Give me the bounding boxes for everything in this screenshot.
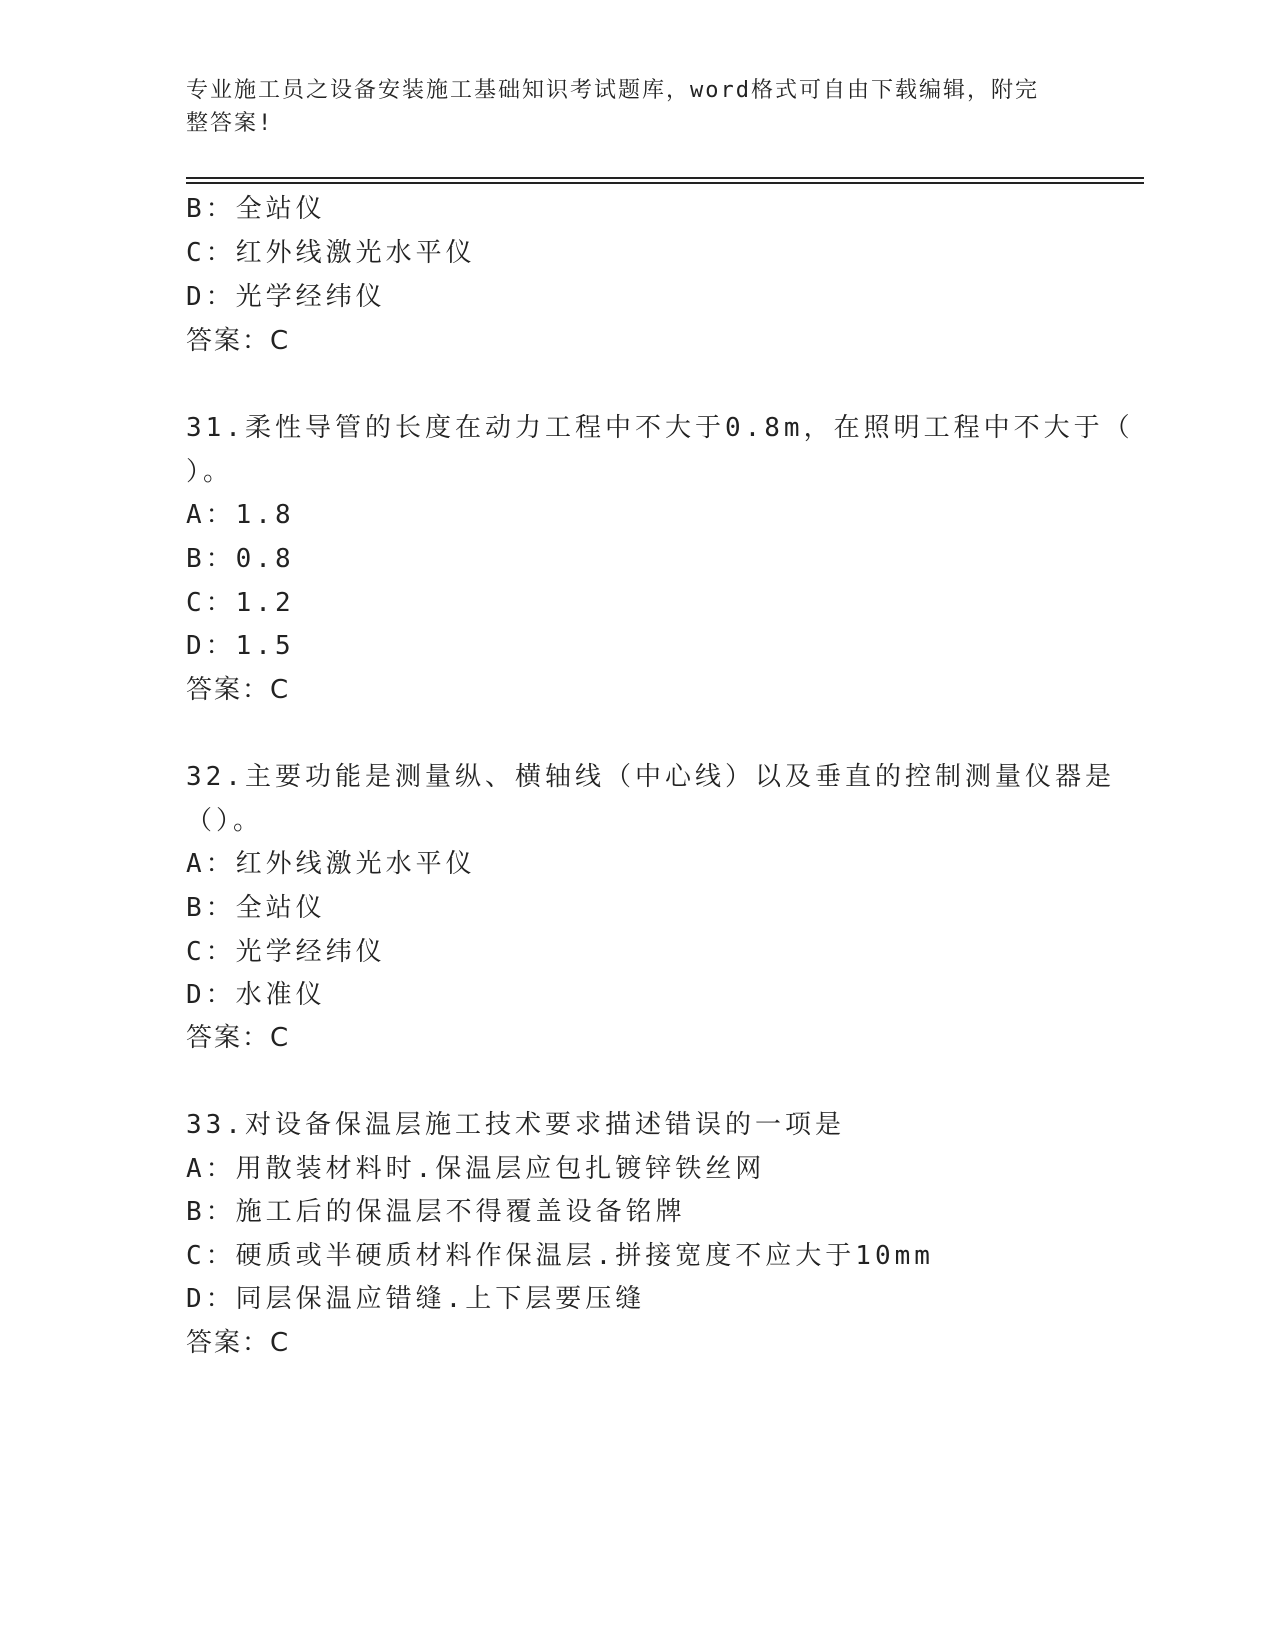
q32-option-d: D：水准仪 [186, 980, 326, 1010]
q33-option-a: A：用散装材料时.保温层应包扎镀锌铁丝网 [186, 1154, 766, 1184]
q33-option-c: C：硬质或半硬质材料作保温层.拼接宽度不应大于10mm [186, 1241, 934, 1271]
q32-option-a: A：红外线激光水平仪 [186, 849, 476, 879]
q33-answer: 答案：C [186, 1328, 291, 1358]
q33-option-d: D：同层保温应错缝.上下层要压缝 [186, 1284, 646, 1314]
q32-stem-line-1: 32.主要功能是测量纵、横轴线（中心线）以及垂直的控制测量仪器是 [186, 762, 1115, 792]
q31-option-d: D：1.5 [186, 631, 295, 661]
q31-option-a: A：1.8 [186, 500, 295, 530]
header-divider-top [186, 177, 1144, 179]
header-divider-bottom [186, 182, 1144, 184]
q30-option-d: D：光学经纬仪 [186, 282, 386, 312]
q31-option-b: B：0.8 [186, 544, 295, 574]
q32-answer: 答案：C [186, 1023, 291, 1053]
q31-stem-line-1: 31.柔性导管的长度在动力工程中不大于0.8m，在照明工程中不大于（ [186, 413, 1134, 443]
q32-stem-line-2: （）。 [186, 806, 264, 836]
q30-answer: 答案：C [186, 326, 291, 356]
q33-stem-line-1: 33.对设备保温层施工技术要求描述错误的一项是 [186, 1110, 845, 1140]
q32-option-c: C：光学经纬仪 [186, 937, 386, 967]
q30-option-b: B：全站仪 [186, 194, 326, 224]
q33-option-b: B：施工后的保温层不得覆盖设备铭牌 [186, 1197, 686, 1227]
document-header [186, 74, 1086, 140]
q32-option-b: B：全站仪 [186, 893, 326, 923]
header-line-2: 整答案! [186, 111, 274, 136]
q31-stem-line-2: ）。 [186, 457, 234, 487]
q31-option-c: C：1.2 [186, 588, 295, 618]
header-line-1: 专业施工员之设备安装施工基础知识考试题库，word格式可自由下载编辑，附完 [186, 78, 1039, 103]
q31-answer: 答案：C [186, 675, 291, 705]
q30-option-c: C：红外线激光水平仪 [186, 238, 476, 268]
